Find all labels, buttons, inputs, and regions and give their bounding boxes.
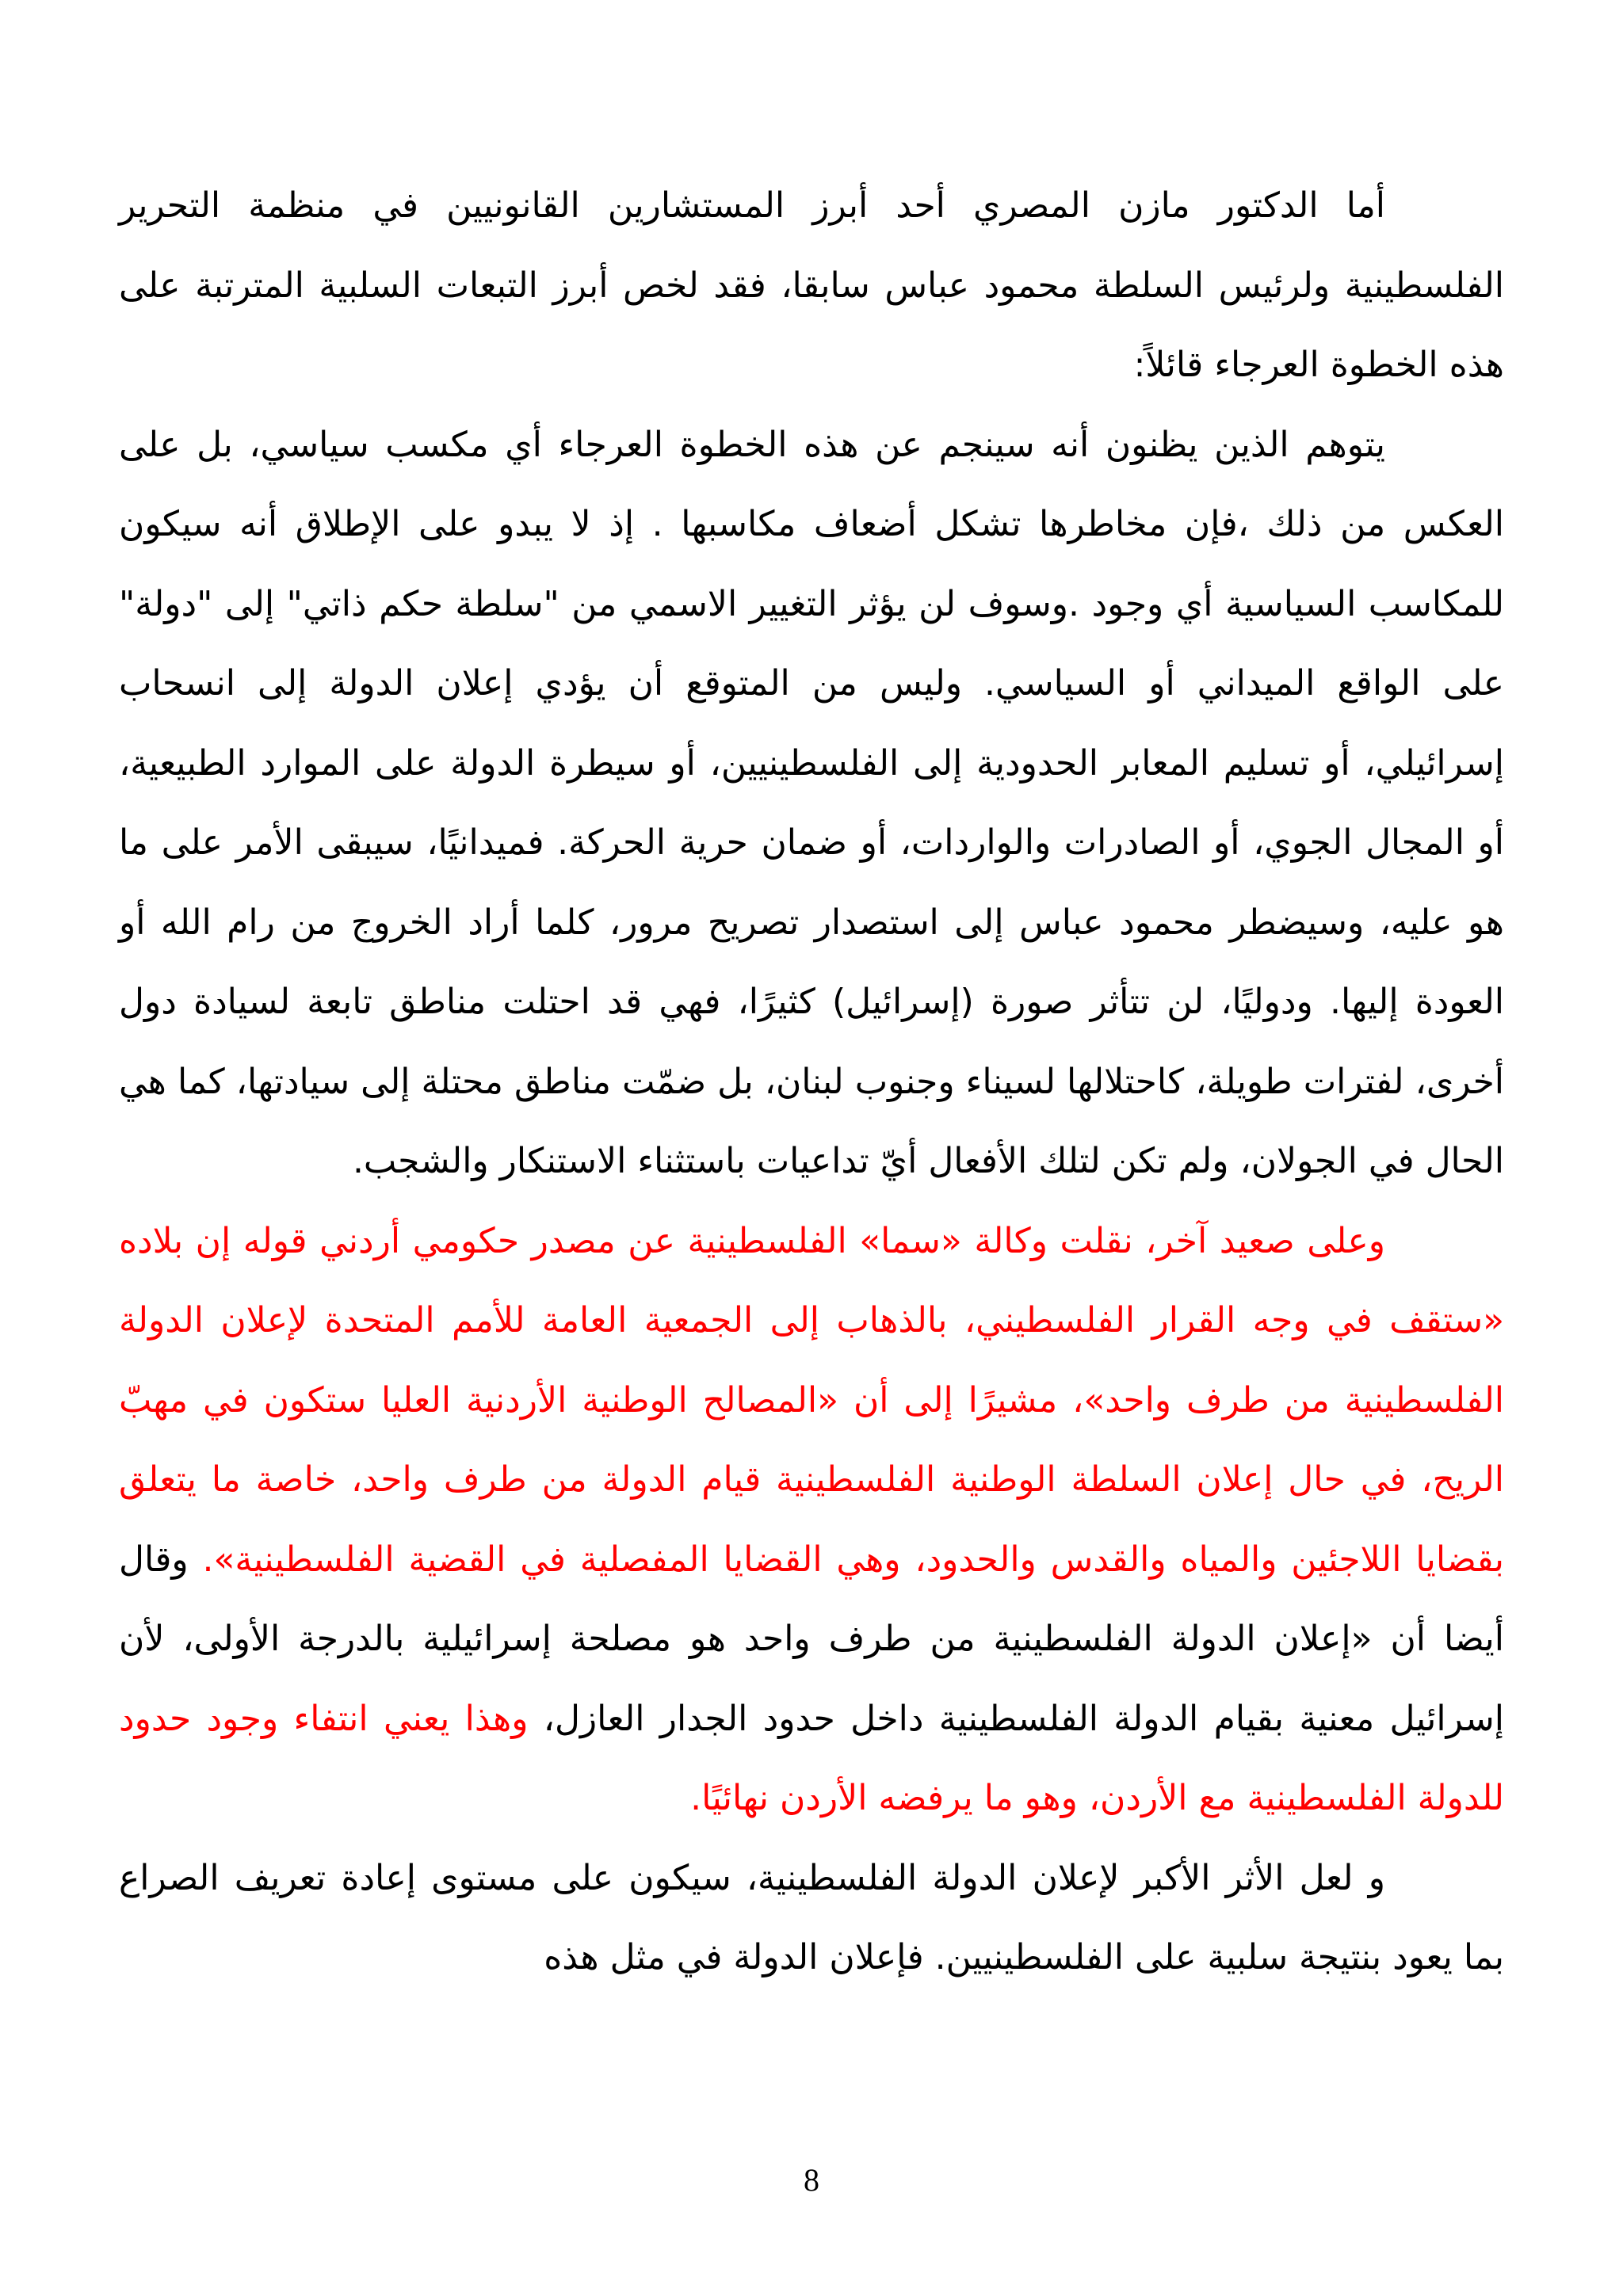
paragraph-3: [119, 1202, 1504, 1839]
paragraph-3-text: وقال أيضا أن «إعلان الدولة الفلسطينية من طرف واحد هو مصلحة إسرائيلية بالدرجة الأولى، لأن إسرائيل معنية بقيام الدولة الفلسطينية داخل حدود الجدار العازل،: [119, 1539, 1505, 1739]
paragraph-2-quote: [119, 406, 1504, 1202]
paragraph-4: [119, 1839, 1504, 1998]
paragraph-2-text: يتوهم الذين يظنون أنه سينجم عن هذه الخطوة العرجاء أي مكسب سياسي، بل على العكس من ذلك ،فإن مخاطرها تشكل أضعاف مكاسبها . إذ لا يبدو على الإطلاق أنه سيكون للمكاسب السياسية أي وجود .وسوف لن يؤثر التغيير الاسمي من "سلطة حكم ذاتي" إلى "دولة" على الواقع الميداني أو السياسي. وليس من المتوقع أن يؤدي إعلان الدولة إلى انسحاب إسرائيلي، أو تسليم المعابر الحدودية إلى الفلسطينيين، أو سيطرة الدولة على الموارد الطبيعية، أو المجال الجوي، أو الصادرات والواردات، أو ضمان حرية الحركة. فميدانيًا، سيبقى الأمر على ما هو عليه، وسيضطر محمود عباس إلى استصدار تصريح مرور، كلما أراد الخروج من رام الله أو العودة إليها. ودوليًا، لن تتأثر صورة (إسرائيل) كثيرًا، فهي قد احتلت مناطق تابعة لسيادة دول أخرى، لفترات طويلة، كاحتلالها لسيناء وجنوب لبنان، بل ضمّت مناطق محتلة إلى سيادتها، كما هي الحال في الجولان، ولم تكن لتلك الأفعال أيّ تداعيات باستثناء الاستنكار والشجب.: [119, 424, 1504, 1181]
page-number: 8: [804, 2162, 819, 2198]
paragraph-3-highlight-2: وهذا يعني انتفاء وجود حدود للدولة الفلسطينية مع الأردن، وهو ما يرفضه الأردن نهائيًا.: [119, 1698, 1504, 1818]
paragraph-3-highlight-1: وعلى صعيد آخر، نقلت وكالة «سما» الفلسطينية عن مصدر حكومي أردني قوله إن بلاده «ستقف في وجه القرار الفلسطيني، بالذهاب إلى الجمعية العامة للأمم المتحدة لإعلان الدولة الفلسطينية من طرف واحد»، مشيرًا إلى أن «المصالح الوطنية الأردنية العليا ستكون في مهبّ الريح، في حال إعلان السلطة الوطنية الفلسطينية قيام الدولة من طرف واحد، خاصة ما يتعلق بقضايا اللاجئين والمياه والقدس والحدود، وهي القضايا المفصلية في القضية الفلسطينية».: [119, 1220, 1504, 1580]
paragraph-1-text: أما الدكتور مازن المصري أحد أبرز المستشارين القانونيين في منظمة التحرير الفلسطينية ولرئيس السلطة محمود عباس سابقا، فقد لخص أبرز التبعات السلبية المترتبة على هذه الخطوة العرجاء قائلاً:: [119, 185, 1504, 385]
document-body: [119, 166, 1504, 1998]
paragraph-1: [119, 166, 1504, 406]
paragraph-4-text: و لعل الأثر الأكبر لإعلان الدولة الفلسطينية، سيكون على مستوى إعادة تعريف الصراع بما يعود بنتيجة سلبية على الفلسطينيين. فإعلان الدولة في مثل هذه: [119, 1857, 1504, 1978]
